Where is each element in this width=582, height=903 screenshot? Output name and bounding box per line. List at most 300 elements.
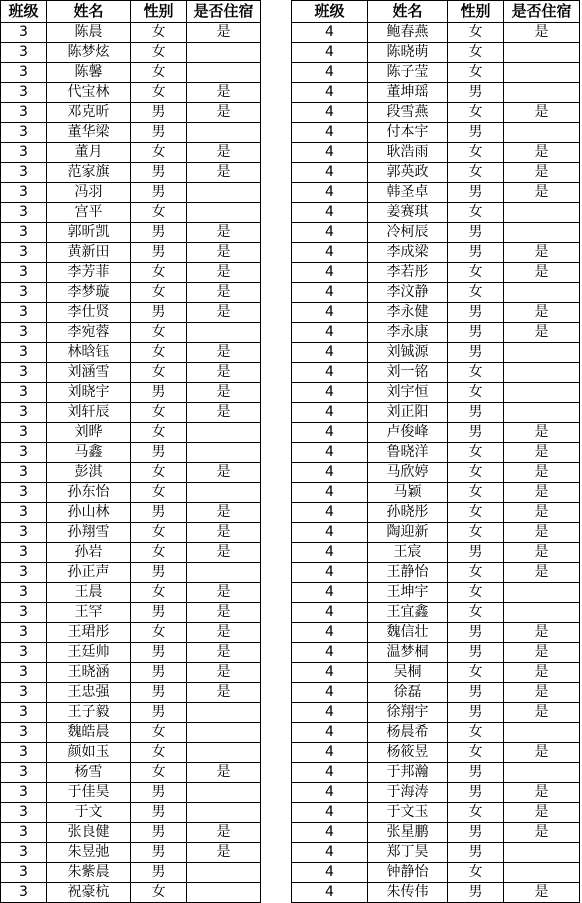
cell-name[interactable]: 郭昕凯 <box>47 223 131 243</box>
cell-gender[interactable]: 男 <box>131 443 187 463</box>
cell-class[interactable]: 3 <box>1 243 47 263</box>
cell-name[interactable]: 杨晨希 <box>368 723 448 743</box>
cell-gender[interactable]: 女 <box>131 323 187 343</box>
cell-name[interactable]: 朱传伟 <box>368 883 448 903</box>
cell-name[interactable]: 朱昱弛 <box>47 843 131 863</box>
cell-dorm[interactable]: 是 <box>504 483 580 503</box>
cell-class[interactable]: 3 <box>1 563 47 583</box>
cell-name[interactable]: 徐翔宇 <box>368 703 448 723</box>
cell-class[interactable]: 3 <box>1 823 47 843</box>
cell-gender[interactable]: 男 <box>448 783 504 803</box>
cell-name[interactable]: 刘涵雪 <box>47 363 131 383</box>
cell-dorm[interactable] <box>504 363 580 383</box>
cell-dorm[interactable] <box>187 183 261 203</box>
cell-name[interactable]: 王子毅 <box>47 703 131 723</box>
cell-class[interactable]: 4 <box>292 603 368 623</box>
cell-gender[interactable]: 男 <box>131 643 187 663</box>
cell-class[interactable]: 4 <box>292 523 368 543</box>
cell-name[interactable]: 王罕 <box>47 603 131 623</box>
cell-dorm[interactable]: 是 <box>504 423 580 443</box>
cell-name[interactable]: 陶迎新 <box>368 523 448 543</box>
cell-name[interactable]: 宫平 <box>47 203 131 223</box>
cell-gender[interactable]: 男 <box>448 303 504 323</box>
cell-class[interactable]: 4 <box>292 163 368 183</box>
cell-class[interactable]: 4 <box>292 883 368 903</box>
cell-gender[interactable]: 女 <box>131 743 187 763</box>
cell-class[interactable]: 3 <box>1 863 47 883</box>
cell-dorm[interactable] <box>504 403 580 423</box>
cell-gender[interactable]: 女 <box>448 523 504 543</box>
cell-dorm[interactable] <box>504 123 580 143</box>
cell-dorm[interactable] <box>187 703 261 723</box>
cell-dorm[interactable]: 是 <box>504 303 580 323</box>
cell-name[interactable]: 李永康 <box>368 323 448 343</box>
cell-name[interactable]: 付本宇 <box>368 123 448 143</box>
cell-gender[interactable]: 女 <box>131 283 187 303</box>
cell-name[interactable]: 孙正声 <box>47 563 131 583</box>
cell-class[interactable]: 3 <box>1 23 47 43</box>
cell-gender[interactable]: 女 <box>448 363 504 383</box>
cell-name[interactable]: 陈晓萌 <box>368 43 448 63</box>
cell-dorm[interactable] <box>504 83 580 103</box>
cell-name[interactable]: 韩圣卓 <box>368 183 448 203</box>
cell-gender[interactable]: 男 <box>131 603 187 623</box>
cell-class[interactable]: 3 <box>1 603 47 623</box>
cell-dorm[interactable] <box>187 883 261 903</box>
cell-gender[interactable]: 女 <box>448 863 504 883</box>
cell-gender[interactable]: 男 <box>448 83 504 103</box>
cell-gender[interactable]: 女 <box>131 263 187 283</box>
cell-name[interactable]: 王晨 <box>47 583 131 603</box>
cell-name[interactable]: 杨雪 <box>47 763 131 783</box>
cell-class[interactable]: 3 <box>1 83 47 103</box>
cell-dorm[interactable] <box>187 863 261 883</box>
cell-gender[interactable]: 女 <box>131 623 187 643</box>
cell-name[interactable]: 鲁晓洋 <box>368 443 448 463</box>
cell-dorm[interactable] <box>504 223 580 243</box>
cell-name[interactable]: 吴桐 <box>368 663 448 683</box>
cell-class[interactable]: 3 <box>1 203 47 223</box>
cell-gender[interactable]: 女 <box>448 23 504 43</box>
cell-gender[interactable]: 男 <box>131 383 187 403</box>
cell-dorm[interactable]: 是 <box>187 603 261 623</box>
cell-name[interactable]: 魏皓晨 <box>47 723 131 743</box>
cell-dorm[interactable]: 是 <box>504 23 580 43</box>
cell-gender[interactable]: 女 <box>131 583 187 603</box>
cell-class[interactable]: 3 <box>1 403 47 423</box>
cell-gender[interactable]: 女 <box>131 883 187 903</box>
cell-dorm[interactable]: 是 <box>504 643 580 663</box>
cell-gender[interactable]: 女 <box>131 463 187 483</box>
cell-dorm[interactable]: 是 <box>504 323 580 343</box>
cell-class[interactable]: 3 <box>1 163 47 183</box>
cell-gender[interactable]: 男 <box>448 323 504 343</box>
cell-dorm[interactable]: 是 <box>187 243 261 263</box>
cell-class[interactable]: 4 <box>292 803 368 823</box>
cell-class[interactable]: 3 <box>1 463 47 483</box>
cell-dorm[interactable] <box>504 343 580 363</box>
cell-class[interactable]: 4 <box>292 843 368 863</box>
cell-dorm[interactable] <box>187 803 261 823</box>
cell-gender[interactable]: 男 <box>448 343 504 363</box>
cell-dorm[interactable]: 是 <box>504 183 580 203</box>
cell-name[interactable]: 姜赛琪 <box>368 203 448 223</box>
cell-class[interactable]: 4 <box>292 143 368 163</box>
cell-gender[interactable]: 女 <box>448 43 504 63</box>
cell-gender[interactable]: 男 <box>131 563 187 583</box>
cell-class[interactable]: 4 <box>292 483 368 503</box>
cell-class[interactable]: 3 <box>1 323 47 343</box>
cell-gender[interactable]: 男 <box>448 543 504 563</box>
cell-gender[interactable]: 男 <box>448 763 504 783</box>
cell-class[interactable]: 4 <box>292 303 368 323</box>
cell-dorm[interactable] <box>187 123 261 143</box>
cell-dorm[interactable] <box>504 383 580 403</box>
cell-name[interactable]: 刘铖源 <box>368 343 448 363</box>
cell-gender[interactable]: 男 <box>448 823 504 843</box>
cell-name[interactable]: 钟静怡 <box>368 863 448 883</box>
cell-gender[interactable]: 男 <box>448 123 504 143</box>
cell-class[interactable]: 4 <box>292 263 368 283</box>
cell-class[interactable]: 4 <box>292 863 368 883</box>
cell-name[interactable]: 代宝林 <box>47 83 131 103</box>
cell-class[interactable]: 3 <box>1 183 47 203</box>
cell-name[interactable]: 李若彤 <box>368 263 448 283</box>
cell-gender[interactable]: 女 <box>448 723 504 743</box>
cell-dorm[interactable] <box>504 843 580 863</box>
cell-class[interactable]: 3 <box>1 343 47 363</box>
cell-dorm[interactable] <box>504 863 580 883</box>
cell-class[interactable]: 4 <box>292 723 368 743</box>
cell-gender[interactable]: 女 <box>131 723 187 743</box>
cell-gender[interactable]: 男 <box>131 783 187 803</box>
cell-class[interactable]: 4 <box>292 23 368 43</box>
cell-name[interactable]: 陈子莹 <box>368 63 448 83</box>
cell-gender[interactable]: 女 <box>448 383 504 403</box>
cell-name[interactable]: 徐磊 <box>368 683 448 703</box>
cell-dorm[interactable]: 是 <box>187 683 261 703</box>
cell-gender[interactable]: 男 <box>448 843 504 863</box>
cell-gender[interactable]: 女 <box>448 283 504 303</box>
cell-gender[interactable]: 女 <box>448 203 504 223</box>
cell-class[interactable]: 4 <box>292 563 368 583</box>
cell-gender[interactable]: 女 <box>131 23 187 43</box>
cell-dorm[interactable]: 是 <box>504 783 580 803</box>
cell-name[interactable]: 董坤瑶 <box>368 83 448 103</box>
cell-gender[interactable]: 女 <box>448 563 504 583</box>
cell-gender[interactable]: 男 <box>448 623 504 643</box>
cell-name[interactable]: 冯羽 <box>47 183 131 203</box>
cell-name[interactable]: 李成梁 <box>368 243 448 263</box>
cell-class[interactable]: 4 <box>292 383 368 403</box>
cell-gender[interactable]: 男 <box>131 223 187 243</box>
cell-dorm[interactable]: 是 <box>187 403 261 423</box>
cell-class[interactable]: 3 <box>1 803 47 823</box>
cell-name[interactable]: 董月 <box>47 143 131 163</box>
cell-class[interactable]: 4 <box>292 323 368 343</box>
cell-gender[interactable]: 女 <box>131 523 187 543</box>
cell-dorm[interactable] <box>504 43 580 63</box>
cell-class[interactable]: 3 <box>1 103 47 123</box>
cell-dorm[interactable] <box>504 583 580 603</box>
cell-gender[interactable]: 男 <box>131 843 187 863</box>
cell-name[interactable]: 彭淇 <box>47 463 131 483</box>
cell-name[interactable]: 陈馨 <box>47 63 131 83</box>
cell-class[interactable]: 3 <box>1 303 47 323</box>
cell-gender[interactable]: 男 <box>131 123 187 143</box>
cell-dorm[interactable]: 是 <box>504 443 580 463</box>
cell-class[interactable]: 4 <box>292 503 368 523</box>
cell-name[interactable]: 王晓涵 <box>47 663 131 683</box>
cell-gender[interactable]: 男 <box>448 883 504 903</box>
cell-dorm[interactable]: 是 <box>504 623 580 643</box>
cell-dorm[interactable]: 是 <box>187 523 261 543</box>
cell-dorm[interactable]: 是 <box>187 363 261 383</box>
cell-gender[interactable]: 女 <box>131 483 187 503</box>
cell-name[interactable]: 刘正阳 <box>368 403 448 423</box>
cell-class[interactable]: 4 <box>292 783 368 803</box>
cell-name[interactable]: 张星鹏 <box>368 823 448 843</box>
cell-dorm[interactable]: 是 <box>504 683 580 703</box>
cell-name[interactable]: 陈晨 <box>47 23 131 43</box>
cell-class[interactable]: 4 <box>292 623 368 643</box>
cell-gender[interactable]: 女 <box>131 343 187 363</box>
cell-name[interactable]: 冷柯辰 <box>368 223 448 243</box>
cell-dorm[interactable]: 是 <box>187 503 261 523</box>
cell-gender[interactable]: 男 <box>131 823 187 843</box>
cell-gender[interactable]: 男 <box>448 703 504 723</box>
cell-gender[interactable]: 男 <box>131 183 187 203</box>
cell-gender[interactable]: 女 <box>131 543 187 563</box>
cell-name[interactable]: 黄新田 <box>47 243 131 263</box>
cell-gender[interactable]: 男 <box>131 663 187 683</box>
cell-class[interactable]: 4 <box>292 103 368 123</box>
cell-gender[interactable]: 女 <box>448 163 504 183</box>
cell-name[interactable]: 李芳菲 <box>47 263 131 283</box>
cell-gender[interactable]: 女 <box>131 763 187 783</box>
cell-dorm[interactable]: 是 <box>187 23 261 43</box>
cell-class[interactable]: 3 <box>1 283 47 303</box>
cell-gender[interactable]: 女 <box>448 263 504 283</box>
cell-gender[interactable]: 女 <box>448 663 504 683</box>
cell-gender[interactable]: 女 <box>448 443 504 463</box>
cell-name[interactable]: 王宸 <box>368 543 448 563</box>
cell-name[interactable]: 刘一铭 <box>368 363 448 383</box>
cell-gender[interactable]: 女 <box>448 103 504 123</box>
cell-class[interactable]: 3 <box>1 443 47 463</box>
cell-name[interactable]: 李永健 <box>368 303 448 323</box>
cell-name[interactable]: 李宛蓉 <box>47 323 131 343</box>
cell-gender[interactable]: 女 <box>448 63 504 83</box>
cell-dorm[interactable] <box>504 283 580 303</box>
cell-class[interactable]: 4 <box>292 283 368 303</box>
cell-class[interactable]: 3 <box>1 363 47 383</box>
cell-class[interactable]: 3 <box>1 723 47 743</box>
cell-dorm[interactable]: 是 <box>187 763 261 783</box>
cell-gender[interactable]: 男 <box>448 423 504 443</box>
cell-name[interactable]: 张良健 <box>47 823 131 843</box>
cell-dorm[interactable] <box>187 63 261 83</box>
cell-name[interactable]: 段雪燕 <box>368 103 448 123</box>
cell-class[interactable]: 3 <box>1 763 47 783</box>
cell-gender[interactable]: 男 <box>131 103 187 123</box>
cell-class[interactable]: 4 <box>292 403 368 423</box>
cell-name[interactable]: 于文玉 <box>368 803 448 823</box>
cell-class[interactable]: 4 <box>292 823 368 843</box>
cell-dorm[interactable]: 是 <box>187 843 261 863</box>
cell-dorm[interactable]: 是 <box>187 83 261 103</box>
cell-class[interactable]: 3 <box>1 523 47 543</box>
cell-dorm[interactable]: 是 <box>504 803 580 823</box>
cell-gender[interactable]: 女 <box>131 43 187 63</box>
cell-class[interactable]: 3 <box>1 423 47 443</box>
cell-name[interactable]: 孙山林 <box>47 503 131 523</box>
cell-dorm[interactable] <box>504 723 580 743</box>
cell-dorm[interactable]: 是 <box>504 163 580 183</box>
cell-class[interactable]: 4 <box>292 583 368 603</box>
cell-gender[interactable]: 女 <box>448 503 504 523</box>
cell-dorm[interactable] <box>187 203 261 223</box>
cell-dorm[interactable]: 是 <box>504 503 580 523</box>
cell-name[interactable]: 王珺彤 <box>47 623 131 643</box>
cell-class[interactable]: 4 <box>292 763 368 783</box>
cell-name[interactable]: 董华梁 <box>47 123 131 143</box>
cell-class[interactable]: 3 <box>1 483 47 503</box>
cell-gender[interactable]: 女 <box>448 583 504 603</box>
cell-dorm[interactable] <box>504 63 580 83</box>
cell-name[interactable]: 李梦璇 <box>47 283 131 303</box>
cell-dorm[interactable]: 是 <box>187 223 261 243</box>
cell-name[interactable]: 于文 <box>47 803 131 823</box>
cell-class[interactable]: 3 <box>1 43 47 63</box>
cell-name[interactable]: 于海涛 <box>368 783 448 803</box>
cell-gender[interactable]: 男 <box>131 163 187 183</box>
cell-dorm[interactable]: 是 <box>504 463 580 483</box>
cell-dorm[interactable] <box>187 723 261 743</box>
cell-gender[interactable]: 女 <box>448 143 504 163</box>
cell-dorm[interactable]: 是 <box>504 743 580 763</box>
cell-dorm[interactable] <box>187 483 261 503</box>
cell-class[interactable]: 4 <box>292 203 368 223</box>
cell-name[interactable]: 陈梦炫 <box>47 43 131 63</box>
cell-name[interactable]: 鲍春燕 <box>368 23 448 43</box>
cell-dorm[interactable] <box>187 423 261 443</box>
cell-class[interactable]: 3 <box>1 263 47 283</box>
cell-dorm[interactable] <box>187 783 261 803</box>
cell-dorm[interactable]: 是 <box>504 823 580 843</box>
cell-class[interactable]: 4 <box>292 243 368 263</box>
cell-dorm[interactable]: 是 <box>504 543 580 563</box>
cell-name[interactable]: 马欣婷 <box>368 463 448 483</box>
cell-dorm[interactable]: 是 <box>187 543 261 563</box>
cell-class[interactable]: 3 <box>1 223 47 243</box>
cell-class[interactable]: 4 <box>292 703 368 723</box>
cell-name[interactable]: 朱紫晨 <box>47 863 131 883</box>
cell-class[interactable]: 3 <box>1 883 47 903</box>
cell-class[interactable]: 3 <box>1 643 47 663</box>
cell-gender[interactable]: 男 <box>131 243 187 263</box>
cell-name[interactable]: 王廷帅 <box>47 643 131 663</box>
cell-class[interactable]: 3 <box>1 843 47 863</box>
cell-name[interactable]: 刘轩辰 <box>47 403 131 423</box>
cell-name[interactable]: 王静怡 <box>368 563 448 583</box>
cell-dorm[interactable]: 是 <box>187 303 261 323</box>
cell-class[interactable]: 4 <box>292 43 368 63</box>
cell-gender[interactable]: 女 <box>131 63 187 83</box>
cell-gender[interactable]: 男 <box>131 503 187 523</box>
cell-dorm[interactable]: 是 <box>187 643 261 663</box>
cell-name[interactable]: 于佳昊 <box>47 783 131 803</box>
cell-class[interactable]: 4 <box>292 743 368 763</box>
cell-gender[interactable]: 女 <box>448 483 504 503</box>
cell-class[interactable]: 3 <box>1 63 47 83</box>
cell-name[interactable]: 李汶静 <box>368 283 448 303</box>
cell-gender[interactable]: 女 <box>131 403 187 423</box>
cell-name[interactable]: 刘宇恒 <box>368 383 448 403</box>
cell-class[interactable]: 4 <box>292 223 368 243</box>
cell-name[interactable]: 耿浩雨 <box>368 143 448 163</box>
cell-class[interactable]: 4 <box>292 643 368 663</box>
cell-name[interactable]: 马鑫 <box>47 443 131 463</box>
cell-name[interactable]: 卢俊峰 <box>368 423 448 443</box>
cell-class[interactable]: 4 <box>292 343 368 363</box>
cell-dorm[interactable]: 是 <box>187 343 261 363</box>
cell-name[interactable]: 魏信壮 <box>368 623 448 643</box>
cell-gender[interactable]: 女 <box>448 803 504 823</box>
cell-class[interactable]: 3 <box>1 123 47 143</box>
cell-class[interactable]: 4 <box>292 83 368 103</box>
cell-dorm[interactable] <box>187 443 261 463</box>
cell-class[interactable]: 4 <box>292 443 368 463</box>
cell-gender[interactable]: 女 <box>131 143 187 163</box>
cell-name[interactable]: 祝豪杭 <box>47 883 131 903</box>
cell-gender[interactable]: 男 <box>448 243 504 263</box>
cell-name[interactable]: 刘晔 <box>47 423 131 443</box>
cell-name[interactable]: 孙岩 <box>47 543 131 563</box>
cell-gender[interactable]: 男 <box>131 303 187 323</box>
cell-class[interactable]: 3 <box>1 783 47 803</box>
cell-dorm[interactable]: 是 <box>504 663 580 683</box>
cell-class[interactable]: 4 <box>292 663 368 683</box>
cell-name[interactable]: 王宜鑫 <box>368 603 448 623</box>
cell-class[interactable]: 4 <box>292 183 368 203</box>
cell-class[interactable]: 4 <box>292 63 368 83</box>
cell-name[interactable]: 王忠强 <box>47 683 131 703</box>
cell-gender[interactable]: 女 <box>131 83 187 103</box>
cell-class[interactable]: 3 <box>1 503 47 523</box>
cell-dorm[interactable]: 是 <box>187 103 261 123</box>
cell-name[interactable]: 郑丁昊 <box>368 843 448 863</box>
cell-name[interactable]: 孙晓彤 <box>368 503 448 523</box>
cell-class[interactable]: 3 <box>1 383 47 403</box>
cell-class[interactable]: 4 <box>292 683 368 703</box>
cell-class[interactable]: 3 <box>1 623 47 643</box>
cell-gender[interactable]: 女 <box>448 463 504 483</box>
cell-class[interactable]: 3 <box>1 683 47 703</box>
cell-name[interactable]: 王坤宇 <box>368 583 448 603</box>
cell-dorm[interactable]: 是 <box>187 583 261 603</box>
cell-name[interactable]: 李仕贤 <box>47 303 131 323</box>
cell-class[interactable]: 3 <box>1 543 47 563</box>
cell-class[interactable]: 4 <box>292 463 368 483</box>
cell-name[interactable]: 范家旗 <box>47 163 131 183</box>
cell-gender[interactable]: 女 <box>448 603 504 623</box>
cell-class[interactable]: 3 <box>1 743 47 763</box>
cell-gender[interactable]: 男 <box>448 223 504 243</box>
cell-gender[interactable]: 女 <box>448 743 504 763</box>
cell-name[interactable]: 马颖 <box>368 483 448 503</box>
cell-gender[interactable]: 女 <box>131 363 187 383</box>
